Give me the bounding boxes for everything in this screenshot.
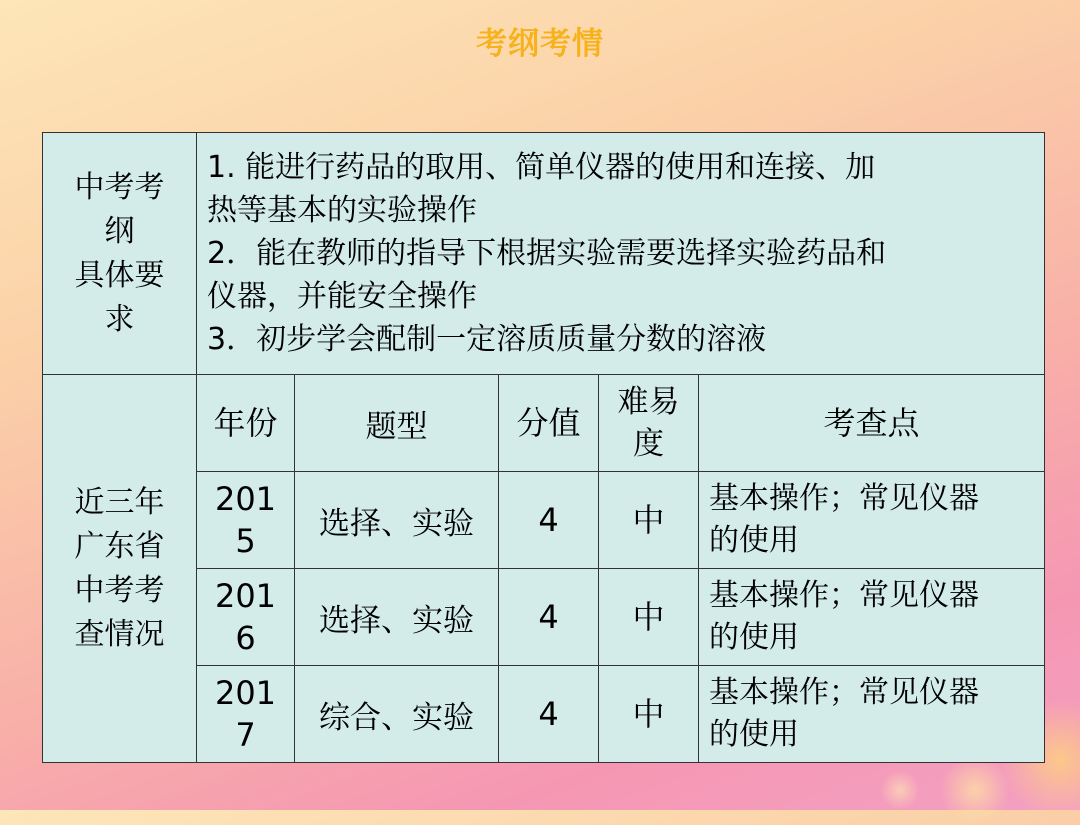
exam-outline-table <box>42 132 1045 763</box>
points-cell: 基本操作；常见仪器 的使用 <box>699 666 1045 763</box>
difficulty-cell: 中 <box>599 569 699 666</box>
type-cell: 综合、实验 <box>295 666 499 763</box>
score-cell: 4 <box>499 666 599 763</box>
column-header-score: 分值 <box>499 375 599 472</box>
year-cell: 201 7 <box>197 666 295 763</box>
difficulty-cell: 中 <box>599 666 699 763</box>
requirements-content <box>197 133 1045 375</box>
requirements-label: 中考考 纲 具体要 求 <box>43 133 197 375</box>
type-cell: 选择、实验 <box>295 569 499 666</box>
requirement-line: 仪器，并能安全操作 <box>207 279 477 314</box>
difficulty-cell: 中 <box>599 472 699 569</box>
column-header-points: 考查点 <box>699 375 1045 472</box>
decorative-light-spot <box>880 770 920 810</box>
points-cell: 基本操作；常见仪器 的使用 <box>699 569 1045 666</box>
points-cell: 基本操作；常见仪器 的使用 <box>699 472 1045 569</box>
year-cell: 201 6 <box>197 569 295 666</box>
score-cell: 4 <box>499 472 599 569</box>
requirements-row <box>43 133 1045 375</box>
column-header-type: 题型 <box>295 375 499 472</box>
column-header-difficulty: 难易 度 <box>599 375 699 472</box>
slide-title: 考纲考情 <box>476 26 604 62</box>
column-header-year: 年份 <box>197 375 295 472</box>
type-cell: 选择、实验 <box>295 472 499 569</box>
requirement-line: 3．初步学会配制一定溶质质量分数的溶液 <box>207 322 767 357</box>
exam-header-row <box>43 375 1045 472</box>
requirement-line: 2．能在教师的指导下根据实验需要选择实验药品和 <box>207 236 887 271</box>
year-cell: 201 5 <box>197 472 295 569</box>
decorative-light-spot <box>940 755 1010 825</box>
score-cell: 4 <box>499 569 599 666</box>
requirement-line: 热等基本的实验操作 <box>207 193 477 228</box>
exam-label: 近三年 广东省 中考考 查情况 <box>43 375 197 763</box>
requirement-line: 1. 能进行药品的取用、简单仪器的使用和连接、加 <box>207 150 876 185</box>
